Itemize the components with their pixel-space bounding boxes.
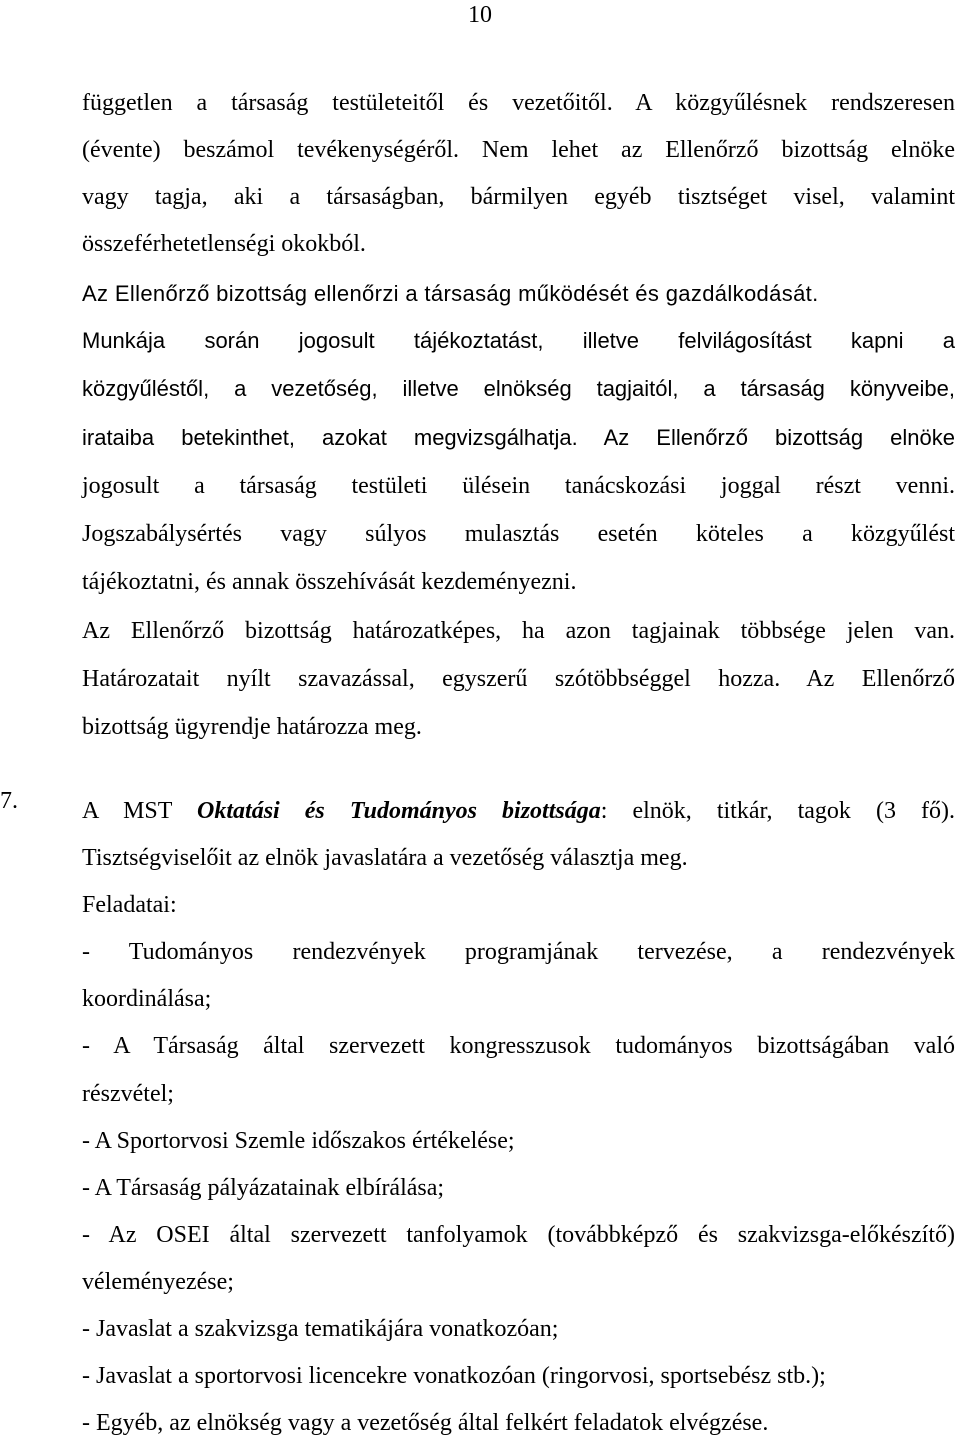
- task-item-cont: koordinálása;: [82, 986, 212, 1013]
- text-line: Tisztségviselőit az elnök javaslatára a vezetőség választja meg.: [82, 845, 688, 872]
- task-item: - Javaslat a szakvizsga tematikájára vonatkozóan;: [82, 1316, 559, 1343]
- task-item-cont: részvétel;: [82, 1080, 174, 1107]
- text-line: (évente) beszámol tevékenységéről. Nem lehet az Ellenőrző bizottság elnöke: [82, 137, 955, 163]
- heading-prefix: A MST: [82, 798, 198, 824]
- text-line: Az Ellenőrző bizottság határozatképes, ha azon tagjainak többsége jelen van.: [82, 617, 955, 644]
- text-line: összeférhetetlenségi okokból.: [82, 231, 366, 257]
- text-line: vagy tagja, aki a társaságban, bármilyen egyéb tisztséget visel, valamint: [82, 184, 955, 210]
- task-item: - A Társaság által szervezett kongresszusok tudományos bizottságában való: [82, 1033, 955, 1060]
- text-line: közgyűléstől, a vezetőség, illetve elnökség tagjaitól, a társaság könyveibe,: [82, 376, 955, 402]
- task-item-cont: véleményezése;: [82, 1268, 234, 1295]
- text-line: Az Ellenőrző bizottság ellenőrzi a társaság működését és gazdálkodását.: [82, 281, 819, 306]
- paragraph-control: [82, 270, 955, 317]
- task-item: - Az OSEI által szervezett tanfolyamok (továbbképző és szakvizsga-előkészítő): [82, 1221, 955, 1248]
- item-committee: [82, 788, 955, 1447]
- text-line: jogosult a társaság testületi ülésein tanácskozási joggal részt venni.: [82, 472, 955, 499]
- item-heading: [82, 788, 955, 835]
- tasks-label: Feladatai:: [82, 892, 177, 919]
- task-item: - A Társaság pályázatainak elbírálása;: [82, 1174, 445, 1201]
- text-line: irataiba betekinthet, azokat megvizsgálhatja. Az Ellenőrző bizottság elnöke: [82, 424, 955, 450]
- text-line: Határozatait nyílt szavazással, egyszerű szótöbbséggel hozza. Az Ellenőrző: [82, 666, 955, 693]
- heading-suffix: : elnök, titkár, tagok (3 fő).: [600, 798, 955, 824]
- paragraph-independence: [82, 80, 955, 268]
- task-item: - A Sportorvosi Szemle időszakos értékelése;: [82, 1127, 515, 1154]
- text-line: független a társaság testületeitől és vezetőitől. A közgyűlésnek rendszeresen: [82, 90, 955, 116]
- task-item: - Tudományos rendezvények programjának tervezése, a rendezvények: [82, 939, 955, 966]
- text-line: Jogszabálysértés vagy súlyos mulasztás esetén köteles a közgyűlést: [82, 521, 955, 548]
- text-line: tájékoztatni, és annak összehívását kezdeményezni.: [82, 569, 577, 596]
- paragraph-rights: [82, 317, 955, 752]
- text-line: Munkája során jogosult tájékoztatást, illetve felvilágosítást kapni a: [82, 328, 955, 353]
- task-item: - Javaslat a sportorvosi licencekre vonatkozóan (ringorvosi, sportsebész stb.);: [82, 1363, 826, 1390]
- committee-name: Oktatási és Tudományos bizottsága: [197, 798, 601, 824]
- task-item: - Egyéb, az elnökség vagy a vezetőség által felkért feladatok elvégzése.: [82, 1410, 769, 1437]
- page-number: 10: [468, 2, 492, 28]
- text-line: bizottság ügyrendje határozza meg.: [82, 714, 422, 741]
- item-number: 7.: [0, 788, 18, 814]
